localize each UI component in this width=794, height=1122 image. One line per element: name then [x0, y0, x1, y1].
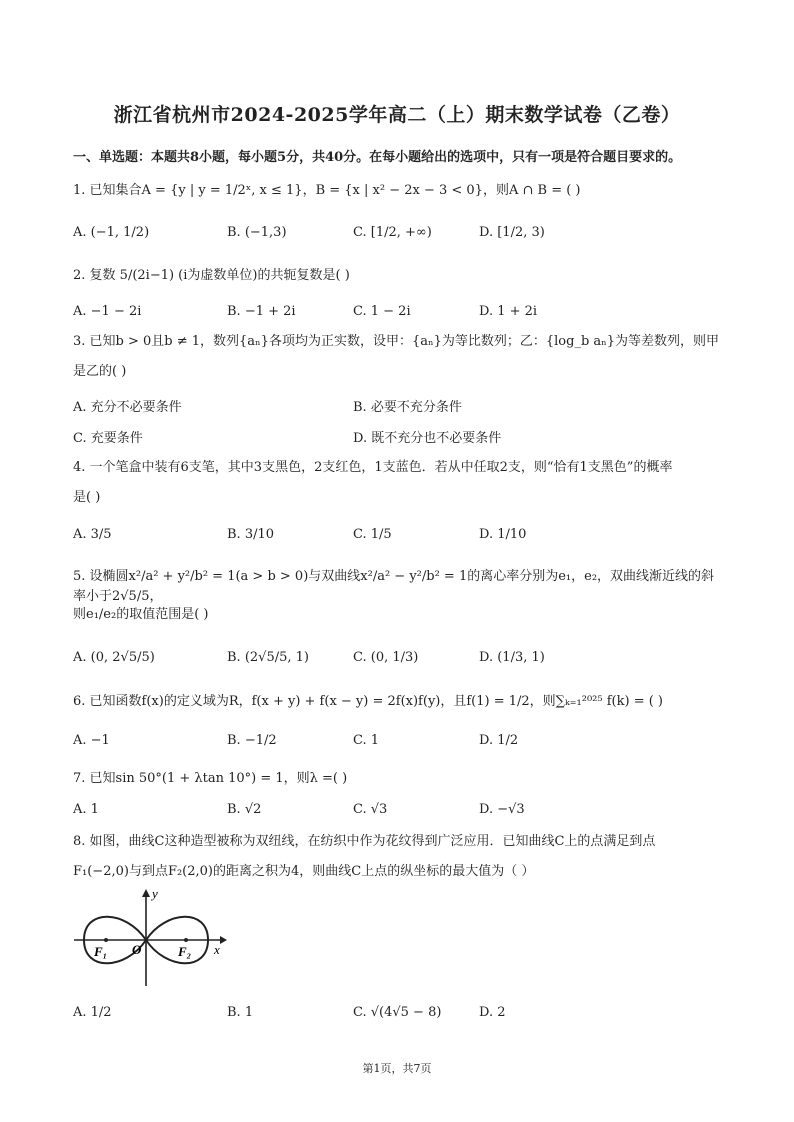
question-5-line-1: 5. 设椭圆x²/a² + y²/b² = 1(a > b > 0)与双曲线x²/a² − y²/b² = 1的离心率分别为e₁，e₂，双曲线渐近线的斜率小于2√5/5，	[73, 569, 715, 604]
option-d: D. 既不充分也不必要条件	[353, 431, 502, 446]
question-3-line-2: 是乙的( )	[73, 364, 127, 379]
option-b: B. √2	[227, 802, 262, 817]
y-axis-arrow	[142, 889, 150, 897]
option-b: B. −1 + 2i	[227, 304, 296, 319]
question-1-options	[73, 225, 723, 251]
x-axis-arrow	[220, 936, 227, 944]
question-7-options	[73, 802, 723, 828]
page-footer: 第1页，共7页	[362, 1062, 432, 1075]
question-4-line-1: 4. 一个笔盒中装有6支笔，其中3支黑色，2支红色，1支蓝色．若从中任取2支，则“恰有1支黑色”的概率	[73, 460, 673, 475]
option-d: D. [1/2, 3)	[479, 225, 545, 240]
question-8-line-1: 8. 如图，曲线C这种造型被称为双纽线，在纺织中作为花纹得到广泛应用．已知曲线C上的点满足到点	[73, 834, 656, 849]
question-2: 2. 复数 5/(2i−1) (i为虚数单位)的共轭复数是( )	[73, 268, 350, 283]
option-b: B. (−1,3)	[227, 225, 287, 240]
question-6: 6. 已知函数f(x)的定义域为R，f(x + y) + f(x − y) = 2f(x)f(y)，且f(1) = 1/2，则∑ₖ₌₁²⁰²⁵ f(k) = ( )	[73, 694, 664, 709]
question-3-options-row-2	[73, 427, 723, 453]
option-b: B. 必要不充分条件	[353, 400, 462, 415]
question-3-options-row-1	[73, 396, 723, 422]
option-c: C. 1 − 2i	[353, 304, 411, 319]
question-3-line-1: 3. 已知b > 0且b ≠ 1，数列{aₙ}各项均为正实数，设甲：{aₙ}为等比数列；乙：{log_b aₙ}为等差数列，则甲	[73, 334, 720, 349]
option-a: A. 1	[73, 802, 99, 817]
option-d: D. 1/10	[479, 527, 527, 542]
focus-f1-point	[104, 938, 108, 942]
option-a: A. 3/5	[73, 527, 112, 542]
option-c: C. √3	[353, 802, 388, 817]
option-a: A. −1 − 2i	[73, 304, 142, 319]
page-title: 浙江省杭州市2024-2025学年高二（上）期末数学试卷（乙卷）	[113, 104, 681, 126]
question-8-options	[73, 1005, 723, 1031]
f2-label: F₂	[178, 944, 192, 959]
question-4-line-2: 是( )	[73, 490, 101, 505]
option-c: C. (0, 1/3)	[353, 650, 419, 665]
option-c: C. 充要条件	[73, 431, 143, 446]
option-d: D. 1/2	[479, 733, 519, 748]
origin-label: O	[132, 942, 142, 957]
question-2-options	[73, 304, 723, 330]
option-d: D. −√3	[479, 802, 525, 817]
option-a: A. 1/2	[73, 1005, 112, 1020]
option-b: B. 1	[227, 1005, 254, 1020]
option-a: A. 充分不必要条件	[73, 400, 182, 415]
question-5-line-2: 则e₁/e₂的取值范围是( )	[73, 607, 209, 622]
option-c: C. 1/5	[353, 527, 392, 542]
option-a: A. (−1, 1/2)	[73, 225, 150, 240]
option-b: B. (2√5/5, 1)	[227, 650, 309, 665]
option-a: A. −1	[73, 733, 110, 748]
x-label: x	[214, 942, 220, 957]
option-b: B. −1/2	[227, 733, 277, 748]
option-d: D. 2	[479, 1005, 506, 1020]
f1-label: F₁	[94, 944, 108, 959]
question-7: 7. 已知sin 50°(1 + λtan 10°) = 1，则λ =( )	[73, 771, 348, 786]
question-5-options	[73, 650, 723, 676]
question-4-options	[73, 527, 723, 553]
section-heading: 一、单选题：本题共8小题，每小题5分，共40分。在每小题给出的选项中，只有一项是符合题目要求的。	[73, 150, 682, 165]
option-d: D. 1 + 2i	[479, 304, 538, 319]
lemniscate-figure	[70, 886, 230, 996]
focus-f2-point	[184, 938, 188, 942]
question-1: 1. 已知集合A = {y | y = 1/2ˣ, x ≤ 1}，B = {x | x² − 2x − 3 < 0}，则A ∩ B = ( )	[73, 183, 581, 198]
question-8-line-2: F₁(−2,0)与到点F₂(2,0)的距离之积为4，则曲线C上点的纵坐标的最大值为（ ）	[73, 864, 535, 879]
option-d: D. (1/3, 1)	[479, 650, 545, 665]
option-a: A. (0, 2√5/5)	[73, 650, 155, 665]
option-c: C. 1	[353, 733, 380, 748]
option-b: B. 3/10	[227, 527, 275, 542]
y-label: y	[152, 886, 158, 901]
question-6-options	[73, 733, 723, 759]
option-c: C. [1/2, +∞)	[353, 225, 432, 240]
option-c: C. √(4√5 − 8)	[353, 1005, 442, 1020]
